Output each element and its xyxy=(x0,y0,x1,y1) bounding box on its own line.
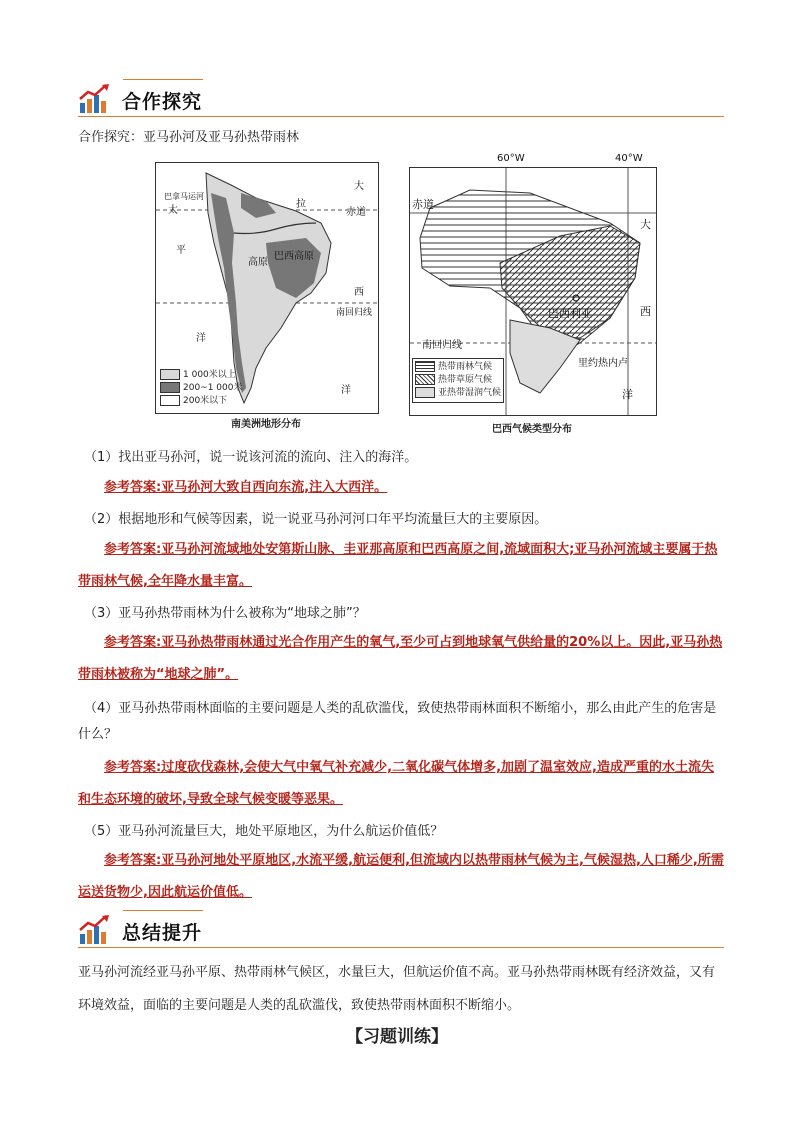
south-america-terrain-map xyxy=(155,162,379,414)
map-label: 巴西高原 xyxy=(274,251,314,262)
map-label: 太 xyxy=(168,205,178,216)
map-label: 平 xyxy=(176,245,186,256)
answer-text: 参考答案:亚马孙河大致自西向东流,注入大西洋。 xyxy=(104,480,388,495)
legend-label: 热带雨林气候 xyxy=(438,362,493,372)
map1-caption: 南美洲地形分布 xyxy=(231,419,301,430)
map-label: 洋 xyxy=(196,333,206,344)
header-bottom-rule xyxy=(78,947,724,948)
brazil-climate-map xyxy=(409,167,657,416)
longitude-label: 40°W xyxy=(615,153,643,164)
map-label: 洋 xyxy=(622,388,633,401)
answer-1 xyxy=(78,472,724,504)
map-label: 高原 xyxy=(248,257,268,268)
intro-text: 合作探究：亚马孙河及亚马孙热带雨林 xyxy=(78,130,300,145)
map-label: 拉 xyxy=(296,199,306,210)
legend-label: 200米以下 xyxy=(183,396,228,406)
legend-swatch xyxy=(415,387,435,398)
summary-text: 亚马孙河流经亚马孙平原、热带雨林气候区，水量巨大，但航运价值不高。亚马孙热带雨林既有经济效益，又有环境效益，面临的主要问题是人类的乱砍滥伐，致使热带雨林面积不断缩小。 xyxy=(78,965,716,1013)
header-top-rule xyxy=(123,910,203,911)
legend-swatch xyxy=(160,382,180,393)
map-label: 大 xyxy=(640,218,651,231)
question-2: （2）根据地形和气候等因素，说一说亚马孙河河口年平均流量巨大的主要原因。 xyxy=(84,512,548,527)
section-header-summary xyxy=(78,910,724,950)
legend-swatch xyxy=(415,361,435,372)
map-label: 巴西利亚 xyxy=(548,307,592,320)
section-header-cooperation xyxy=(78,79,724,119)
header-bottom-rule xyxy=(78,116,724,117)
answer-text: 参考答案:亚马孙热带雨林通过光合作用产生的氧气,至少可占到地球氧气供给量的20%以上。因此,亚马孙热带雨林被称为“地球之肺”。 xyxy=(78,635,723,682)
answer-2 xyxy=(78,534,724,598)
terrain-legend xyxy=(160,367,243,406)
map-label: 赤道 xyxy=(412,198,434,211)
answer-4 xyxy=(78,752,724,816)
map-label: 西 xyxy=(640,305,651,318)
answer-3 xyxy=(78,627,724,691)
longitude-label: 60°W xyxy=(497,153,525,164)
map-label: 里约热内卢 xyxy=(578,358,628,369)
practice-heading: 【习题训练】 xyxy=(346,1027,448,1047)
question-1: （1）找出亚马孙河，说一说该河流的流向、注入的海洋。 xyxy=(84,450,418,465)
map-label: 南回归线 xyxy=(422,340,462,351)
section-title: 总结提升 xyxy=(122,922,203,944)
legend-label: 200~1 000米 xyxy=(183,383,243,393)
legend-label: 亚热带湿润气候 xyxy=(438,388,502,398)
header-top-rule xyxy=(123,79,203,80)
chart-logo-icon xyxy=(78,83,112,115)
legend-label: 热带草原气候 xyxy=(438,375,493,385)
question-5: （5）亚马孙河流量巨大，地处平原地区，为什么航运价值低？ xyxy=(84,824,444,839)
map2-caption: 巴西气候类型分布 xyxy=(492,424,572,435)
map-label: 巴拿马运河 xyxy=(164,192,204,201)
legend-swatch xyxy=(160,395,180,406)
map-label: 大 xyxy=(354,181,364,192)
chart-logo-icon xyxy=(78,914,112,946)
legend-swatch xyxy=(160,369,180,380)
answer-text: 参考答案:亚马孙河流域地处安第斯山脉、圭亚那高原和巴西高原之间,流域面积大;亚马孙河流域主要属于热带雨林气候,全年降水量丰富。 xyxy=(78,542,718,589)
legend-label: 1 000米以上 xyxy=(183,370,236,380)
map-label: 洋 xyxy=(341,385,351,396)
map-label: 南回归线 xyxy=(336,308,373,318)
question-3: （3）亚马孙热带雨林为什么被称为“地球之肺”？ xyxy=(84,606,366,621)
answer-text: 参考答案:亚马孙河地处平原地区,水流平缓,航运便利,但流域内以热带雨林气候为主,气候湿热,人口稀少,所需运送货物少,因此航运价值低。 xyxy=(78,853,724,900)
section-title: 合作探究 xyxy=(122,91,203,113)
map-label: 西 xyxy=(354,287,364,298)
climate-legend xyxy=(412,358,504,403)
answer-text: 参考答案:过度砍伐森林,会使大气中氧气补充减少,二氧化碳气体增多,加剧了温室效应,造成严重的水土流失和生态环境的破坏,导致全球气候变暖等恶果。 xyxy=(78,760,714,807)
answer-5 xyxy=(78,845,724,909)
map-label: 赤道 xyxy=(346,207,366,218)
question-4: （4）亚马孙热带雨林面临的主要问题是人类的乱砍滥伐，致使热带雨林面积不断缩小，那么由此产生的危害是什么？ xyxy=(78,701,717,742)
legend-swatch xyxy=(415,374,435,385)
